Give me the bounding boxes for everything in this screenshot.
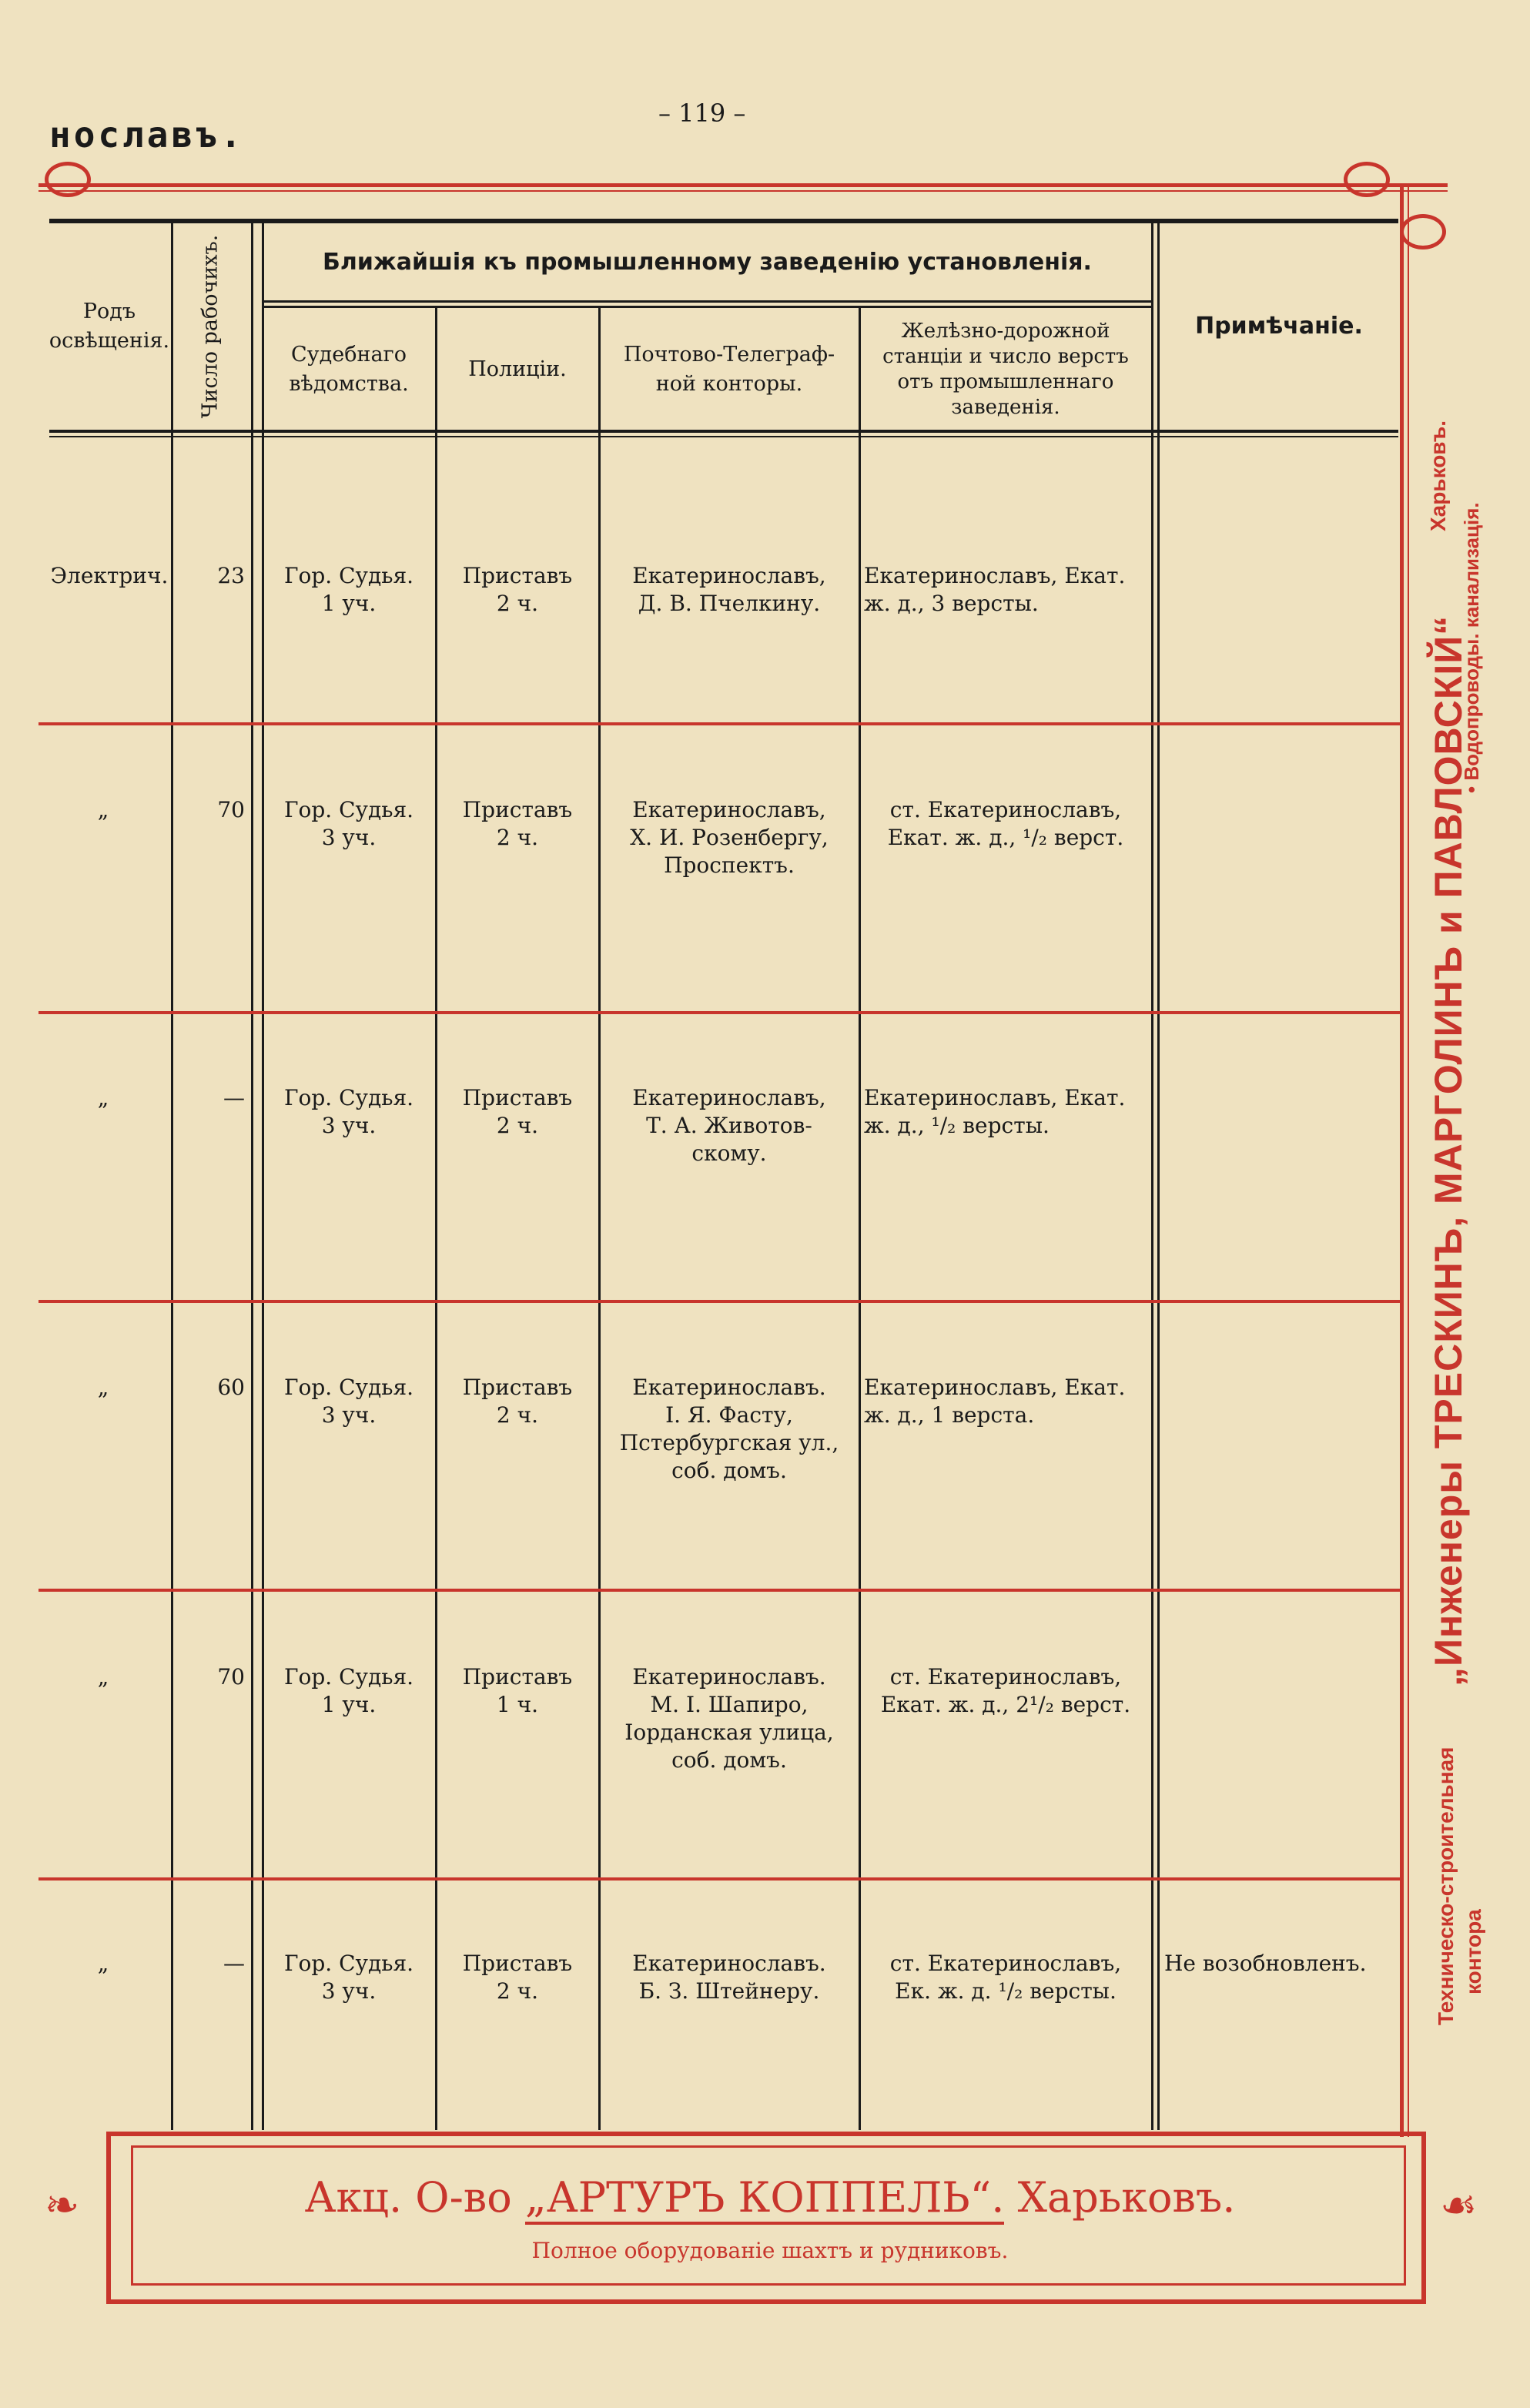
cell-court: Гор. Судья. 3 уч. xyxy=(283,1085,414,1138)
row-separator xyxy=(39,1589,1401,1592)
header-court: Судебнаго вѣдомства. xyxy=(289,343,409,396)
cell-lighting: „ xyxy=(97,1375,109,1400)
cell-rail: Екатеринославъ, Екат. ж. д., 1 верста. xyxy=(864,1375,1126,1428)
side-ad-company: „Инженеры ТРЕСКИНЪ, МАРГОЛИНЪ и ПАВЛОВСКІЙ“ xyxy=(1427,615,1470,1686)
cell-lighting: „ xyxy=(97,797,109,822)
column-divider xyxy=(1151,220,1153,2130)
scroll-ornament-left-icon xyxy=(45,162,91,197)
row-separator xyxy=(39,1877,1401,1881)
scroll-ornament-right-icon xyxy=(1344,162,1390,197)
right-border-rule xyxy=(1400,185,1404,2137)
right-border-rule-thin xyxy=(1408,185,1409,2137)
cell-post: Екатеринославъ. Б. З. Штейнеру. xyxy=(632,1951,826,2004)
fleuron-right-icon: ☙ xyxy=(1440,2181,1478,2229)
cell-police: Приставъ 2 ч. xyxy=(462,563,573,616)
cell-court: Гор. Судья. 3 уч. xyxy=(283,1375,414,1428)
cell-police: Приставъ 2 ч. xyxy=(462,1951,573,2004)
header-rule-thin xyxy=(39,190,1448,192)
cell-lighting: „ xyxy=(97,1085,109,1110)
header-note: Примѣчаніе. xyxy=(1195,313,1363,340)
column-divider xyxy=(1157,220,1160,2130)
row-separator xyxy=(39,1011,1401,1014)
cell-rail: Екатеринославъ, Екат. ж. д., ¹/₂ версты. xyxy=(864,1085,1126,1138)
column-divider xyxy=(171,220,173,2130)
cell-police: Приставъ 2 ч. xyxy=(462,797,573,850)
fleuron-left-icon: ❧ xyxy=(45,2181,80,2229)
row-separator xyxy=(39,1300,1401,1303)
cell-post: Екатеринославъ, Д. В. Пчелкину. xyxy=(632,563,826,616)
cell-police: Приставъ 1 ч. xyxy=(462,1664,573,1717)
cell-workers: 70 xyxy=(217,1664,245,1690)
column-divider xyxy=(251,220,253,2130)
cell-court: Гор. Судья. 3 уч. xyxy=(283,797,414,850)
cell-rail: Екатеринославъ, Екат. ж. д., 3 версты. xyxy=(864,563,1126,616)
cell-post: Екатеринославъ. I. Я. Фасту, Пстербургская ул., соб. домъ. xyxy=(619,1375,839,1483)
cell-rail: ст. Екатеринославъ, Екат. ж. д., ¹/₂ верст. xyxy=(887,797,1124,850)
cell-workers: 60 xyxy=(217,1375,245,1400)
column-divider xyxy=(262,220,264,2130)
side-advertisement xyxy=(1426,420,1518,2025)
column-divider xyxy=(859,308,861,2130)
header-workers: Число рабочихъ. xyxy=(198,234,223,419)
cell-lighting: „ xyxy=(97,1951,109,1976)
cell-post: Екатеринославъ. М. І. Шапиро, Іорданская улица, соб. домъ. xyxy=(624,1664,834,1773)
cell-post: Екатеринославъ, Х. И. Розенбергу, Проспектъ. xyxy=(630,797,829,878)
cell-workers: 23 xyxy=(217,563,245,588)
cell-rail: ст. Екатеринославъ, Ек. ж. д. ¹/₂ версты. xyxy=(889,1951,1122,2004)
bottom-ad-prefix: Акц. О-во xyxy=(304,2173,512,2222)
header-rail: Желѣзно-дорожной станціи и число верстъ отъ промышленнаго заведенія. xyxy=(882,320,1129,419)
cell-rail: ст. Екатеринославъ, Екат. ж. д., 2¹/₂ верст. xyxy=(880,1664,1131,1717)
cell-police: Приставъ 2 ч. xyxy=(462,1375,573,1428)
side-ad-services: • Водопроводы. канализація. xyxy=(1460,502,1483,793)
side-ad-small-line1: Техническо-строительная xyxy=(1434,1747,1458,2025)
bottom-ad-title xyxy=(116,2173,1425,2222)
cell-workers: — xyxy=(223,1951,245,1976)
side-ad-city: Харьковъ. xyxy=(1426,420,1450,531)
page-number: – 119 – xyxy=(658,99,746,128)
cell-court: Гор. Судья. 3 уч. xyxy=(283,1951,414,2004)
header-police: Полиціи. xyxy=(468,357,567,381)
bottom-ad-subtitle: Полное оборудованіе шахтъ и рудниковъ. xyxy=(531,2238,1009,2263)
bottom-ad-city: Харьковъ. xyxy=(1017,2173,1236,2222)
scroll-ornament-corner-icon xyxy=(1400,214,1446,250)
page-title: нославъ. xyxy=(49,114,245,156)
cell-workers: — xyxy=(223,1085,245,1110)
bottom-ad-name: „АРТУРЪ КОППЕЛЬ“. xyxy=(525,2173,1005,2225)
subheader-rule-thin xyxy=(262,306,1153,308)
header-lighting: Родъ освѣщенія. xyxy=(49,300,170,353)
subheader-rule xyxy=(262,300,1153,303)
cell-court: Гор. Судья. 1 уч. xyxy=(283,1664,414,1717)
header-rule xyxy=(39,183,1448,187)
cell-lighting: „ xyxy=(97,1664,109,1690)
row-separator xyxy=(39,722,1401,725)
header-post: Почтово-Телеграф- ной конторы. xyxy=(623,343,835,396)
cell-lighting: Электрич. xyxy=(50,563,169,588)
cell-court: Гор. Судья. 1 уч. xyxy=(283,563,414,616)
side-ad-small-line2: контора xyxy=(1461,1909,1485,1994)
cell-note: Не возобновленъ. xyxy=(1164,1951,1367,1976)
cell-post: Екатеринославъ, Т. А. Животов- скому. xyxy=(632,1085,826,1166)
header-group: Ближайшія къ промышленному заведенію установленія. xyxy=(323,249,1092,276)
cell-workers: 70 xyxy=(217,797,245,822)
cell-police: Приставъ 2 ч. xyxy=(462,1085,573,1138)
